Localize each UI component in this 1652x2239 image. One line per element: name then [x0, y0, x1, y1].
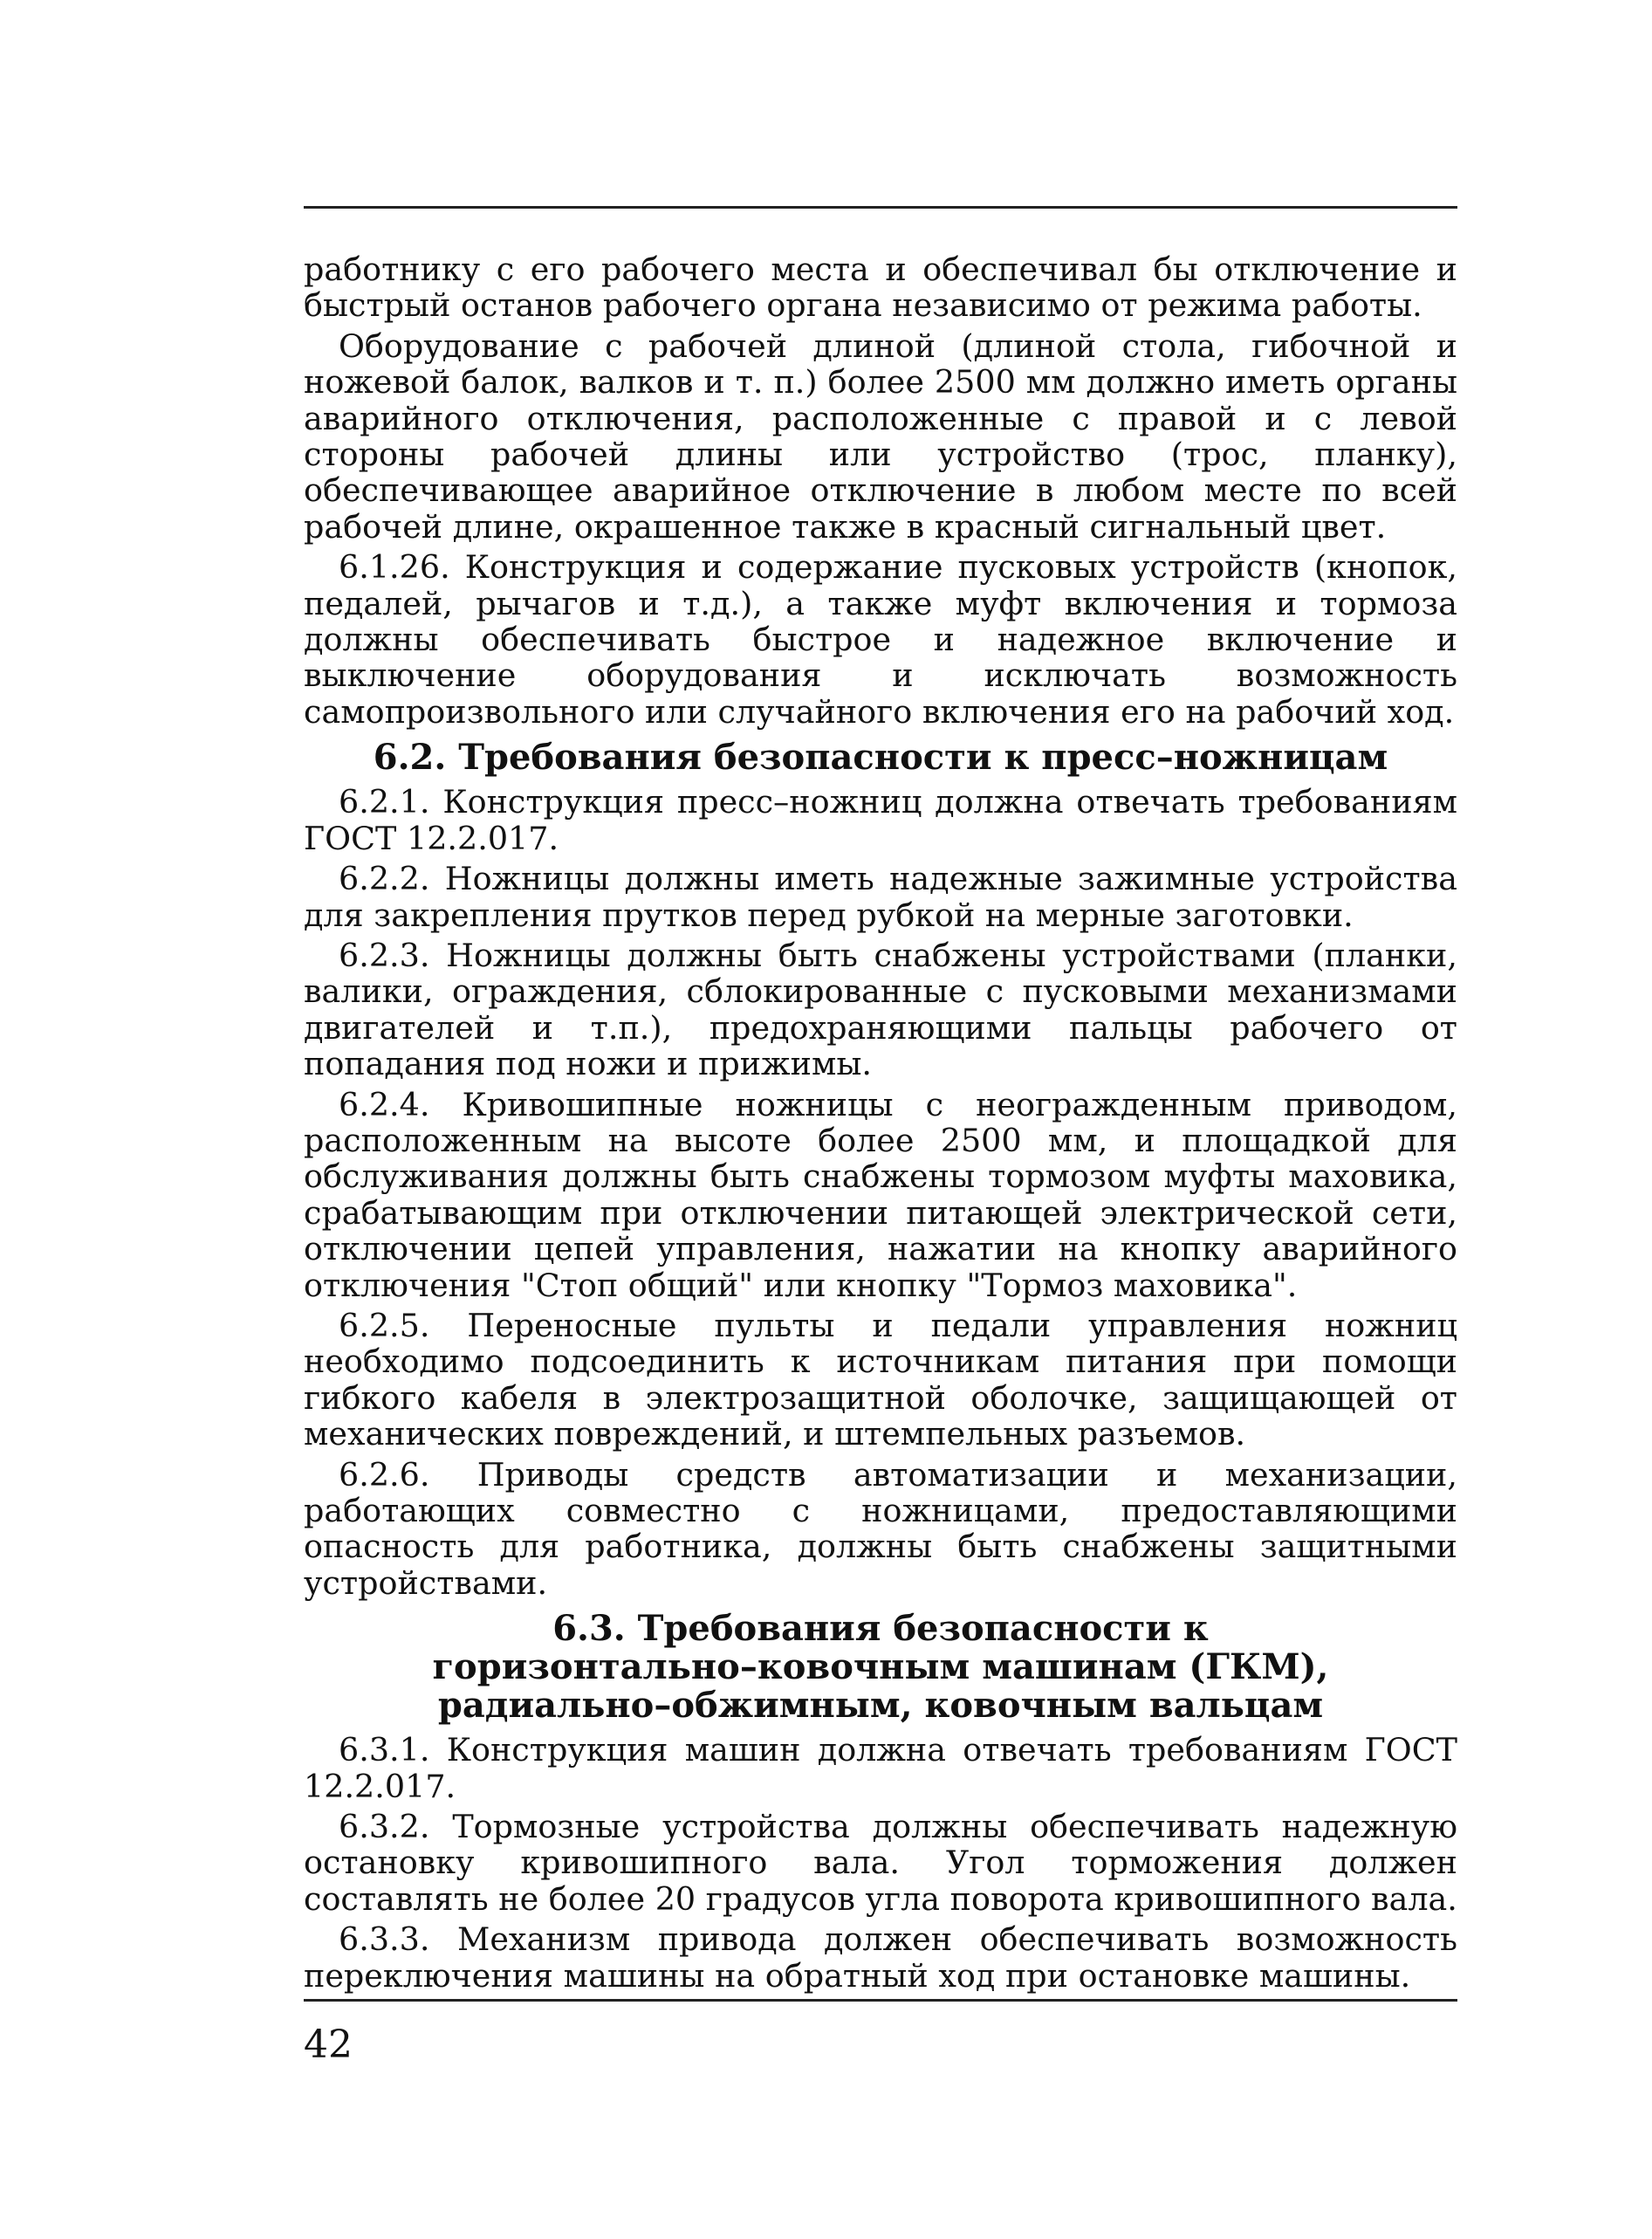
- paragraph-6-2-2: 6.2.2. Ножницы должны иметь надежные зажимные устройства для закрепления прутков перед рубкой на мерные заготовки.: [304, 860, 1457, 934]
- section-heading-6-3-line-2: горизонтально–ковочным машинам (ГКМ),: [432, 1646, 1329, 1688]
- paragraph-6-1-26: 6.1.26. Конструкция и содержание пусковых устройств (кнопок, педалей, рычагов и т.д.), а также муфт включения и тормоза должны обеспечивать быстрое и надежное включение и выключение оборудования и исключать возможность самопроизвольного или случайного включения его на рабочий ход.: [304, 548, 1457, 731]
- paragraph-6-2-3: 6.2.3. Ножницы должны быть снабжены устройствами (планки, валики, ограждения, сблокированные с пусковыми механизмами двигателей и т.п.), предохраняющими пальцы рабочего от попадания под ножи и прижимы.: [304, 936, 1457, 1083]
- section-heading-6-3-line-3: радиально–обжимным, ковочным вальцам: [437, 1685, 1324, 1727]
- paragraph-6-3-1: 6.3.1. Конструкция машин должна отвечать требованиям ГОСТ 12.2.017.: [304, 1731, 1457, 1805]
- bottom-rule: [304, 1999, 1457, 2002]
- section-heading-6-2: 6.2. Требования безопасности к пресс–ножницам: [373, 737, 1388, 779]
- paragraph-6-3-3: 6.3.3. Механизм привода должен обеспечивать возможность переключения машины на обратный ход при остановке машины.: [304, 1920, 1457, 1995]
- paragraph-6-2-5: 6.2.5. Переносные пульты и педали управления ножниц необходимо подсоединить к источникам питания при помощи гибкого кабеля в электрозащитной оболочке, защищающей от механических повреждений, и штемпельных разъемов.: [304, 1306, 1457, 1453]
- section-heading-6-3: [304, 1610, 1457, 1725]
- paragraph-equipment-emergency: Оборудование с рабочей длиной (длиной стола, гибочной и ножевой балок, валков и т. п.) более 2500 мм должно иметь органы аварийного отключения, расположенные с правой и с левой стороны рабочей длины или устройство (трос, планку), обеспечивающее аварийное отключение в любом месте по всей рабочей длине, окрашенное также в красный сигнальный цвет.: [304, 326, 1457, 546]
- paragraph-6-3-2: 6.3.2. Тормозные устройства должны обеспечивать надежную остановку кривошипного вала. Угол торможения должен составлять не более 20 градусов угла поворота кривошипного вала.: [304, 1808, 1457, 1918]
- page-number: 42: [304, 2023, 353, 2067]
- paragraph-6-2-1: 6.2.1. Конструкция пресс–ножниц должна отвечать требованиям ГОСТ 12.2.017.: [304, 783, 1457, 857]
- paragraph-6-2-4: 6.2.4. Кривошипные ножницы с неогражденным приводом, расположенным на высоте более 2500 мм, и площадкой для обслуживания должны быть снабжены тормозом муфты маховика, срабатывающим при отключении питающей электрической сети, отключении цепей управления, нажатии на кнопку аварийного отключения "Стоп общий" или кнопку "Тормоз маховика".: [304, 1085, 1457, 1304]
- paragraph-continuation: работнику с его рабочего места и обеспечивал бы отключение и быстрый останов рабочего органа независимо от режима работы.: [304, 251, 1457, 325]
- section-heading-6-3-line-1: 6.3. Требования безопасности к: [552, 1608, 1209, 1650]
- paragraph-6-2-6: 6.2.6. Приводы средств автоматизации и механизации, работающих совместно с ножницами, предоставляющими опасность для работника, должны быть снабжены защитными устройствами.: [304, 1455, 1457, 1602]
- document-page: [304, 0, 1457, 2239]
- top-rule: [304, 206, 1457, 209]
- page-content: [304, 251, 1457, 1998]
